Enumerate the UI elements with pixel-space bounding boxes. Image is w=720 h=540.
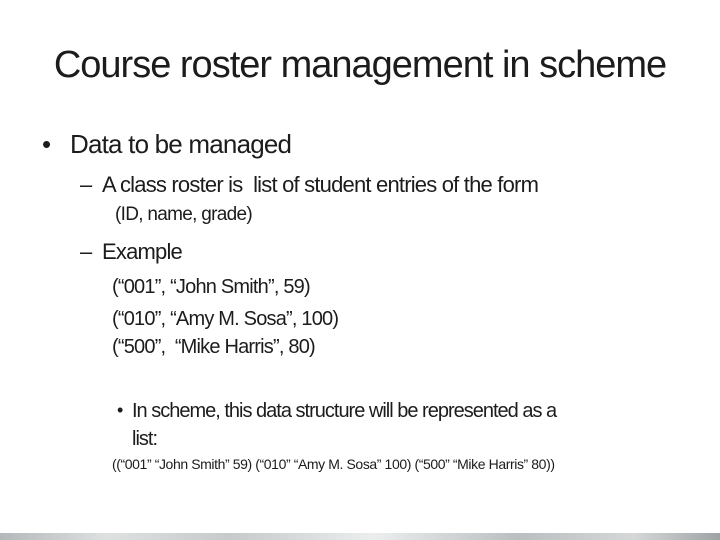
dash-marker-example: – xyxy=(80,239,93,264)
bullet-data-to-be-managed: Data to be managed xyxy=(70,129,292,159)
bullet-marker-note: • xyxy=(117,400,124,420)
example-entry-john-smith: (“001”, “John Smith”, 59) xyxy=(112,276,310,298)
example-entry-amy-sosa: (“010”, “Amy M. Sosa”, 100) xyxy=(112,308,339,330)
example-entry-mike-harris: (“500”, “Mike Harris”, 80) xyxy=(112,336,315,358)
scheme-list-representation: ((“001” “John Smith” 59) (“010” “Amy M. Sosa” 100) (“500” “Mike Harris” 80)) xyxy=(112,456,555,472)
slide-title: Course roster management in scheme xyxy=(53,44,667,86)
bullet-marker-level1: • xyxy=(42,129,52,159)
entry-form-text: (ID, name, grade) xyxy=(115,204,252,225)
subbullet-example: Example xyxy=(102,239,182,264)
dash-marker-class-roster: – xyxy=(80,172,93,197)
note-line-2: list: xyxy=(132,428,157,450)
footer-gradient-bar xyxy=(0,533,720,540)
subbullet-class-roster: A class roster is list of student entries of the form xyxy=(102,172,539,197)
note-line-1: In scheme, this data structure will be represented as a xyxy=(132,400,557,422)
